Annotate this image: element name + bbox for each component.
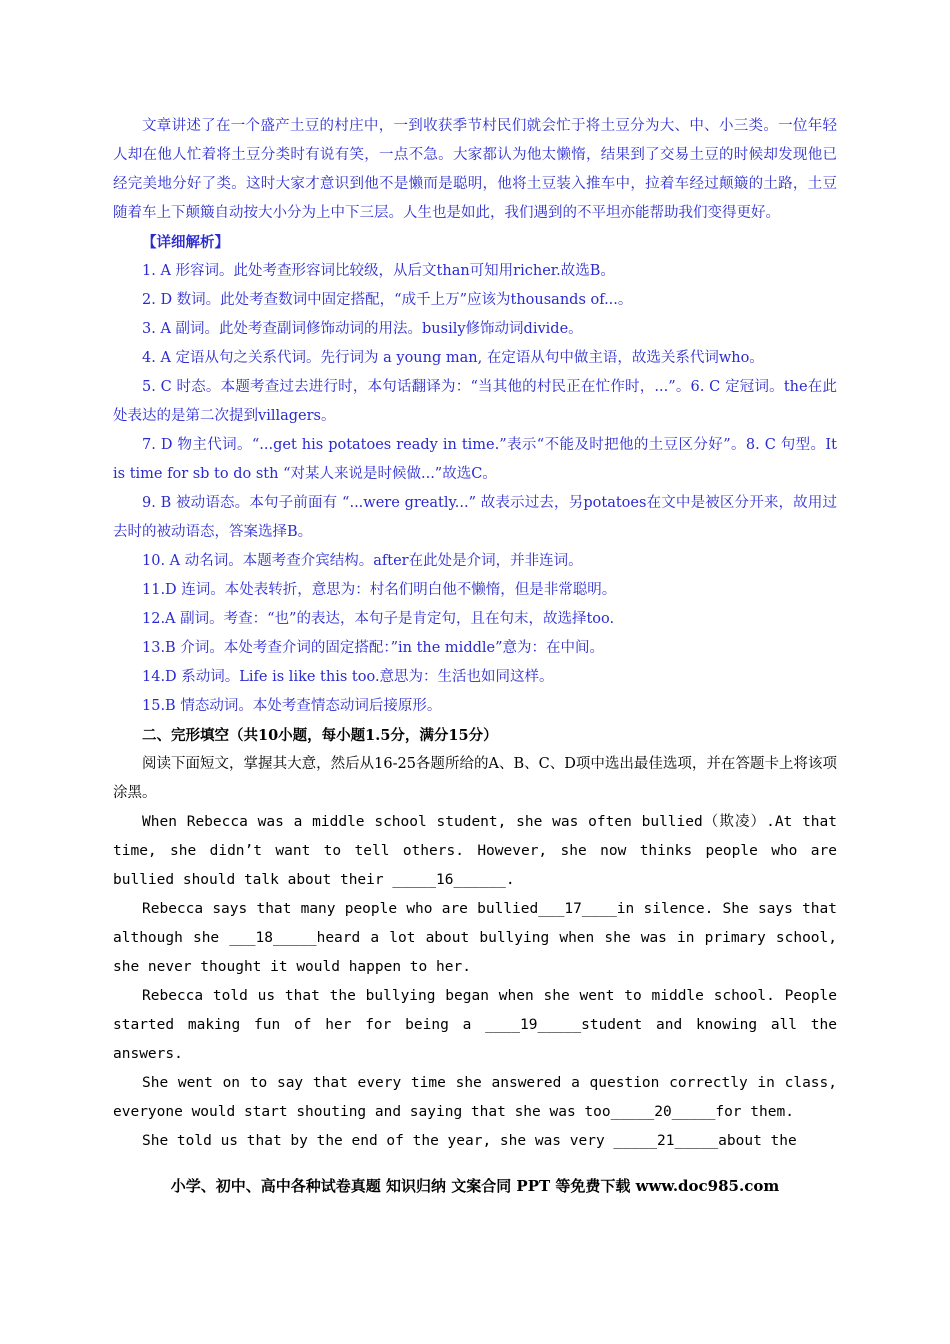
answer-item: 14.D 系动词。Life is like this too.意思为：生活也如同这样。 (142, 669, 554, 685)
answer-item: 12.A 副词。考查：“也”的表达，本句子是肯定句，且在句末，故选择too. (142, 611, 615, 627)
passage-paragraph: Rebecca told us that the bullying began when she went to middle school. People started making fun of her for being a ____19_____student and knowing all the answers. (113, 988, 837, 1062)
answer-item: 11.D 连词。本处表转折，意思为：村名们明白他不懒惰，但是非常聪明。 (142, 582, 617, 598)
document-page (113, 112, 837, 1156)
answer-item: 5. C 时态。本题考查过去进行时，本句话翻译为：“当其他的村民正在忙作时，...”。6. C 定冠词。the在此处表达的是第二次提到villagers。 (113, 379, 837, 424)
answer-list (113, 257, 837, 721)
answer-item: 3. A 副词。此处考查副词修饰动词的用法。busily修饰动词divide。 (142, 321, 583, 337)
page-footer: 小学、初中、高中各种试卷真题 知识归纳 文案合同 PPT 等免费下载 www.doc985.com (170, 1177, 780, 1195)
answer-item: 1. A 形容词。此处考查形容词比较级，从后文than可知用richer.故选B。 (142, 263, 615, 279)
answer-item: 4. A 定语从句之关系代词。先行词为 a young man, 在定语从句中做主语，故选关系代词who。 (142, 350, 764, 366)
article-summary: 文章讲述了在一个盛产土豆的村庄中，一到收获季节村民们就会忙于将土豆分为大、中、小三类。一位年轻人却在他人忙着将土豆分类时有说有笑，一点不急。大家都认为他太懒惰，结果到了交易土豆的时候却发现他已经完美地分好了类。这时大家才意识到他不是懒而是聪明，他将土豆装入推车中，拉着车经过颠簸的土路，土豆随着车上下颠簸自动按大小分为上中下三层。人生也是如此，我们遇到的不平坦亦能帮助我们变得更好。 (113, 118, 837, 221)
passage-paragraph: Rebecca says that many people who are bullied___17____in silence. She says that although she ___18_____heard a lot about bullying when she was in primary school, she never thought it would happen to her. (113, 901, 837, 975)
answer-item: 9. B 被动语态。本句子前面有 “...were greatly...” 故表示过去，另potatoes在文中是被区分开来，故用过去时的被动语态，答案选择B。 (113, 495, 837, 540)
analysis-heading: 【详细解析】 (142, 234, 229, 251)
answer-item: 10. A 动名词。本题考查介宾结构。after在此处是介词，并非连词。 (142, 553, 583, 569)
instructions: 阅读下面短文，掌握其大意，然后从16-25各题所给的A、B、C、D项中选出最佳选项，并在答题卡上将该项涂黑。 (113, 756, 837, 801)
cloze-passage (113, 808, 837, 1156)
answer-item: 7. D 物主代词。“...get his potatoes ready in time.”表示“不能及时把他的土豆区分好”。8. C 句型。It is time for sb to do sth “对某人来说是时候做...”故选C。 (113, 437, 837, 482)
passage-paragraph: She told us that by the end of the year, she was very _____21_____about the (142, 1133, 797, 1149)
passage-paragraph: When Rebecca was a middle school student, she was often bullied（欺凌）.At that time, she didn’t want to tell others. However, she now thinks people who are bullied should talk about their _____16______. (113, 814, 837, 888)
answer-item: 13.B 介词。本处考查介词的固定搭配：”in the middle”意为：在中间。 (142, 640, 605, 656)
passage-paragraph: She went on to say that every time she answered a question correctly in class, everyone would start shouting and saying that she was too_____20_____for them. (113, 1075, 837, 1120)
section-title: 二、完形填空（共10小题，每小题1.5分，满分15分） (142, 727, 498, 744)
answer-item: 2. D 数词。此处考查数词中固定搭配，“成千上万”应该为thousands of...。 (142, 292, 633, 308)
answer-item: 15.B 情态动词。本处考查情态动词后接原形。 (142, 698, 442, 714)
